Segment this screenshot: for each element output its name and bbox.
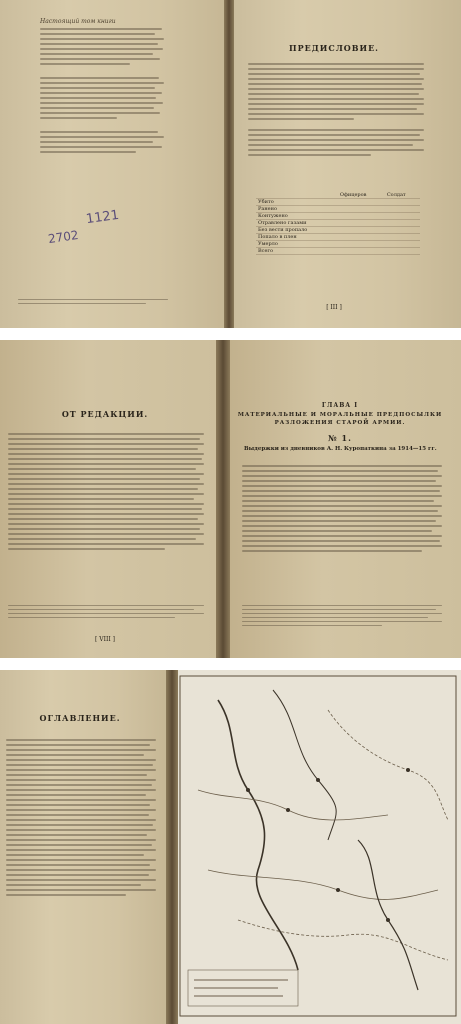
left-page-title-verso bbox=[0, 0, 226, 328]
book-gutter bbox=[166, 670, 178, 1024]
table-row: Отравлено газами bbox=[256, 220, 420, 227]
left-page-editorial bbox=[0, 340, 218, 658]
scan-spread-3 bbox=[0, 670, 461, 1024]
chapter-number: ГЛАВА I bbox=[321, 402, 359, 409]
document-title: Выдержки из дневников А. Н. Куропаткина за 1914—15 гг. bbox=[244, 446, 437, 452]
note-heading: Настоящий том книги bbox=[40, 18, 116, 25]
table-header: Офицеров bbox=[338, 192, 385, 199]
table-row: Контужено bbox=[256, 213, 420, 220]
chapter-footnotes bbox=[242, 602, 442, 629]
right-page-preface bbox=[234, 0, 461, 328]
chapter-text bbox=[242, 462, 442, 555]
chapter-title-line-1: МАТЕРИАЛЬНЫЕ И МОРАЛЬНЫЕ ПРЕДПОСЫЛКИ bbox=[237, 412, 443, 418]
page-number: [ VIII ] bbox=[95, 636, 115, 643]
text-block bbox=[40, 18, 168, 156]
editorial-text bbox=[8, 430, 204, 553]
chapter-title-line-2: РАЗЛОЖЕНИЯ СТАРОЙ АРМИИ. bbox=[274, 420, 406, 426]
table-total-row: Всего bbox=[256, 248, 420, 255]
preface-text bbox=[248, 60, 424, 159]
scan-spread-2 bbox=[0, 340, 461, 658]
left-page-contents bbox=[0, 670, 168, 1024]
page-number: [ III ] bbox=[326, 304, 342, 311]
table-header: Солдат bbox=[385, 192, 420, 199]
library-stamp-1: 1121 bbox=[85, 207, 120, 228]
library-stamp-2: 2702 bbox=[47, 227, 80, 247]
contents-title: ОГЛАВЛЕНИЕ. bbox=[39, 713, 121, 723]
casualty-table bbox=[256, 192, 420, 255]
table-row: Без вести пропало bbox=[256, 227, 420, 234]
table-row: Попало в плен bbox=[256, 234, 420, 241]
table-row: Умерло bbox=[256, 241, 420, 248]
map-figure bbox=[178, 670, 461, 1024]
scan-spread-1 bbox=[0, 0, 461, 328]
preface-title: ПРЕДИСЛОВИЕ. bbox=[289, 43, 379, 53]
document-number: № 1. bbox=[328, 433, 352, 443]
table-row: Убито bbox=[256, 199, 420, 206]
book-gutter bbox=[224, 0, 234, 328]
printer-imprint bbox=[18, 296, 168, 307]
book-gutter bbox=[216, 340, 230, 658]
editorial-title: ОТ РЕДАКЦИИ. bbox=[61, 409, 149, 419]
editorial-footnote bbox=[8, 602, 204, 621]
contents-list bbox=[6, 736, 156, 899]
fold-out-map bbox=[178, 670, 461, 1024]
table-row: Ранено bbox=[256, 206, 420, 213]
right-page-chapter-1 bbox=[230, 340, 461, 658]
